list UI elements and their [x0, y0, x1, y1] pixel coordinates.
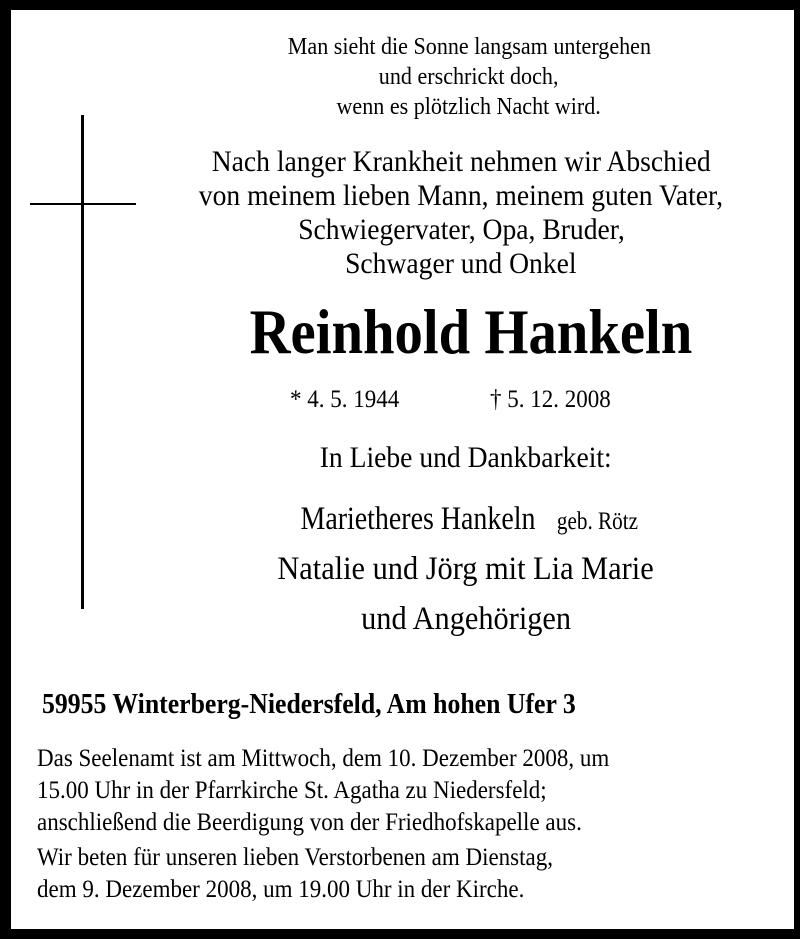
death-date: † 5. 12. 2008 [490, 386, 611, 413]
maiden-name: geb. Rötz [556, 508, 639, 535]
signatures [161, 10, 771, 650]
prayer-line: dem 9. Dezember 2008, um 19.00 Uhr in der Kirche. [37, 876, 525, 903]
intro-line: Schwager und Onkel [345, 247, 577, 280]
motto-line: und erschrickt doch, [379, 64, 559, 90]
motto-line: wenn es plötzlich Nacht wird. [336, 94, 602, 120]
mourner-line: Marietheres Hankeln geb. Rötz [300, 501, 639, 537]
address: 59955 Winterberg-Niedersfeld, Am hohen Ufer 3 [42, 689, 576, 720]
mourner-line: Natalie und Jörg mit Lia Marie [277, 551, 655, 587]
prayer-line: Wir beten für unseren lieben Verstorbenen am Dienstag, [37, 844, 553, 871]
service-line: 15.00 Uhr in der Pfarrkirche St. Agatha zu Niedersfeld; [37, 777, 547, 804]
intro-line: Schwiegervater, Opa, Bruder, [297, 213, 625, 246]
service-line: Das Seelenamt ist am Mittwoch, dem 10. Dezember 2008, um [37, 745, 610, 772]
obituary-notice [11, 10, 794, 929]
birth-date: * 4. 5. 1944 [290, 386, 400, 413]
cross-icon [81, 115, 84, 609]
mourner-line: und Angehörigen [361, 601, 571, 637]
deceased-name: Reinhold Hankeln [249, 297, 693, 367]
intro-line: Nach langer Krankheit nehmen wir Abschied [211, 145, 711, 178]
dedication: In Liebe und Dankbarkeit: [319, 441, 612, 474]
cross-icon-bar [30, 203, 136, 205]
intro-line: von meinem lieben Mann, meinem guten Vater, [198, 179, 724, 212]
service-line: anschließend die Beerdigung von der Friedhofskapelle aus. [37, 809, 582, 836]
motto-line: Man sieht die Sonne langsam untergehen [287, 34, 651, 60]
